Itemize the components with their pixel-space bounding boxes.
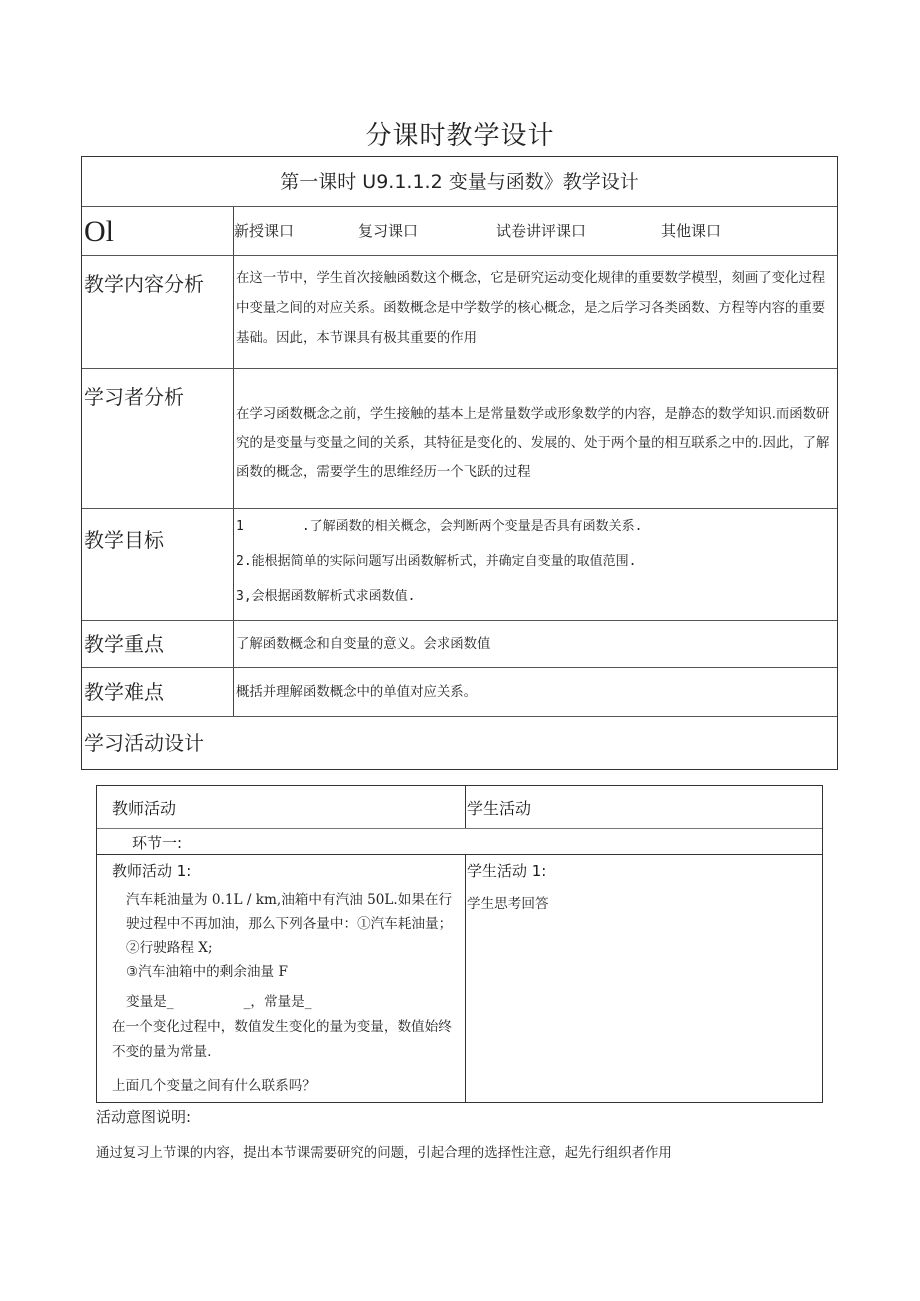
- intent-title: 活动意图说明:: [96, 1108, 192, 1126]
- goal-text: .了解函数的相关概念，会判断两个变量是否具有函数关系.: [301, 519, 643, 534]
- teaching-goals-list: [234, 509, 837, 620]
- section-label: 环节一:: [97, 829, 822, 855]
- lesson-title-row: [82, 157, 837, 207]
- lesson-title: 第一课时 U9.1.1.2 变量与函数》教学设计: [280, 171, 639, 193]
- goal-item-1: [236, 509, 837, 544]
- content-analysis-label: 教学内容分析: [82, 256, 234, 368]
- option-other-lesson[interactable]: 其他课口: [661, 222, 722, 240]
- student-activity-header: 学生活动: [467, 799, 532, 818]
- learner-analysis-row: [82, 369, 837, 509]
- activity-table: [96, 785, 823, 1103]
- activity-body-row: [97, 855, 822, 1102]
- teacher-activity-header: 教师活动: [97, 786, 466, 828]
- content-analysis-row: [82, 256, 837, 369]
- problem-text: [97, 888, 465, 984]
- document-title: 分课时教学设计: [365, 121, 555, 151]
- content-analysis-text: 在这一节中，学生首次接触函数这个概念，它是研究运动变化规律的重要数学模型，刻画了变化过程中变量之间的对应关系。函数概念是中学数学的核心概念，是之后学习各类函数、方程等内容的重要基础。因此，本节课具有极其重要的作用: [236, 271, 826, 346]
- question-text: 上面几个变量之间有什么联系吗？: [112, 1078, 316, 1094]
- intent-text: 通过复习上节课的内容，提出本节课需要研究的问题，引起合理的选择性注意，起先行组织者作用: [96, 1146, 672, 1161]
- teaching-goals-row: [82, 509, 837, 621]
- option-review-lesson[interactable]: 复习课口: [358, 222, 419, 240]
- lesson-type-row: [82, 207, 837, 256]
- teacher-activity-cell: [97, 855, 466, 1102]
- option-exam-review-lesson[interactable]: 试卷讲评课口: [496, 222, 587, 240]
- activity-design-row: [82, 717, 837, 770]
- lesson-design-table: [81, 156, 838, 770]
- student-answer-text: 学生思考回答: [467, 896, 549, 912]
- learner-analysis-label: 学习者分析: [82, 369, 234, 508]
- key-point-row: [82, 621, 837, 668]
- difficulty-row: [82, 668, 837, 717]
- activity-table-header: [97, 786, 822, 829]
- key-point-text: 了解函数概念和自变量的意义。会求函数值: [236, 637, 491, 652]
- student-activity-cell: [466, 855, 822, 1102]
- teaching-goals-label: 教学目标: [82, 509, 234, 620]
- learner-analysis-text: 在学习函数概念之前，学生接触的基本上是常量数学或形象数学的内容，是静态的数学知识.而函数研究的是变量与变量之间的关系，其特征是变化的、发展的、处于两个量的相互联系之中的.因此，了解函数的概念，需要学生的思维经历一个飞跃的过程: [236, 407, 830, 480]
- blank-variable: 变量是_: [126, 994, 174, 1010]
- goal-item-3: 3,会根据函数解析式求函数值.: [236, 589, 416, 604]
- activity-design-label: 学习活动设计: [84, 731, 204, 755]
- blank-constant: _，常量是_: [243, 994, 312, 1010]
- difficulty-text: 概括并理解函数概念中的单值对应关系。: [236, 685, 478, 700]
- goal-item-2: 2.能根据简单的实际问题写出函数解析式，并确定自变量的取值范围.: [236, 554, 637, 569]
- key-point-label: 教学重点: [82, 621, 234, 667]
- problem-item-3: ③汽车油箱中的剩余油量 F: [126, 964, 288, 980]
- lesson-type-label: Ol: [82, 207, 234, 255]
- problem-statement: 汽车耗油量为 0.1L / km,油箱中有汽油 50L.如果在行驶过程中不再加油，那么下列各量中：①汽车耗油量；②行驶路程 X;: [126, 892, 453, 956]
- lesson-type-options: [234, 207, 837, 255]
- student-activity-title: 学生活动 1:: [467, 862, 547, 880]
- difficulty-label: 教学难点: [82, 668, 234, 716]
- teacher-activity-title: 教师活动 1:: [112, 862, 192, 880]
- option-new-lesson[interactable]: 新授课口: [234, 222, 295, 240]
- definition-text: 在一个变化过程中，数值发生变化的量为变量，数值始终不变的量为常量.: [112, 1019, 452, 1060]
- goal-number: 1: [236, 519, 244, 534]
- fill-in-blanks: [97, 990, 465, 1014]
